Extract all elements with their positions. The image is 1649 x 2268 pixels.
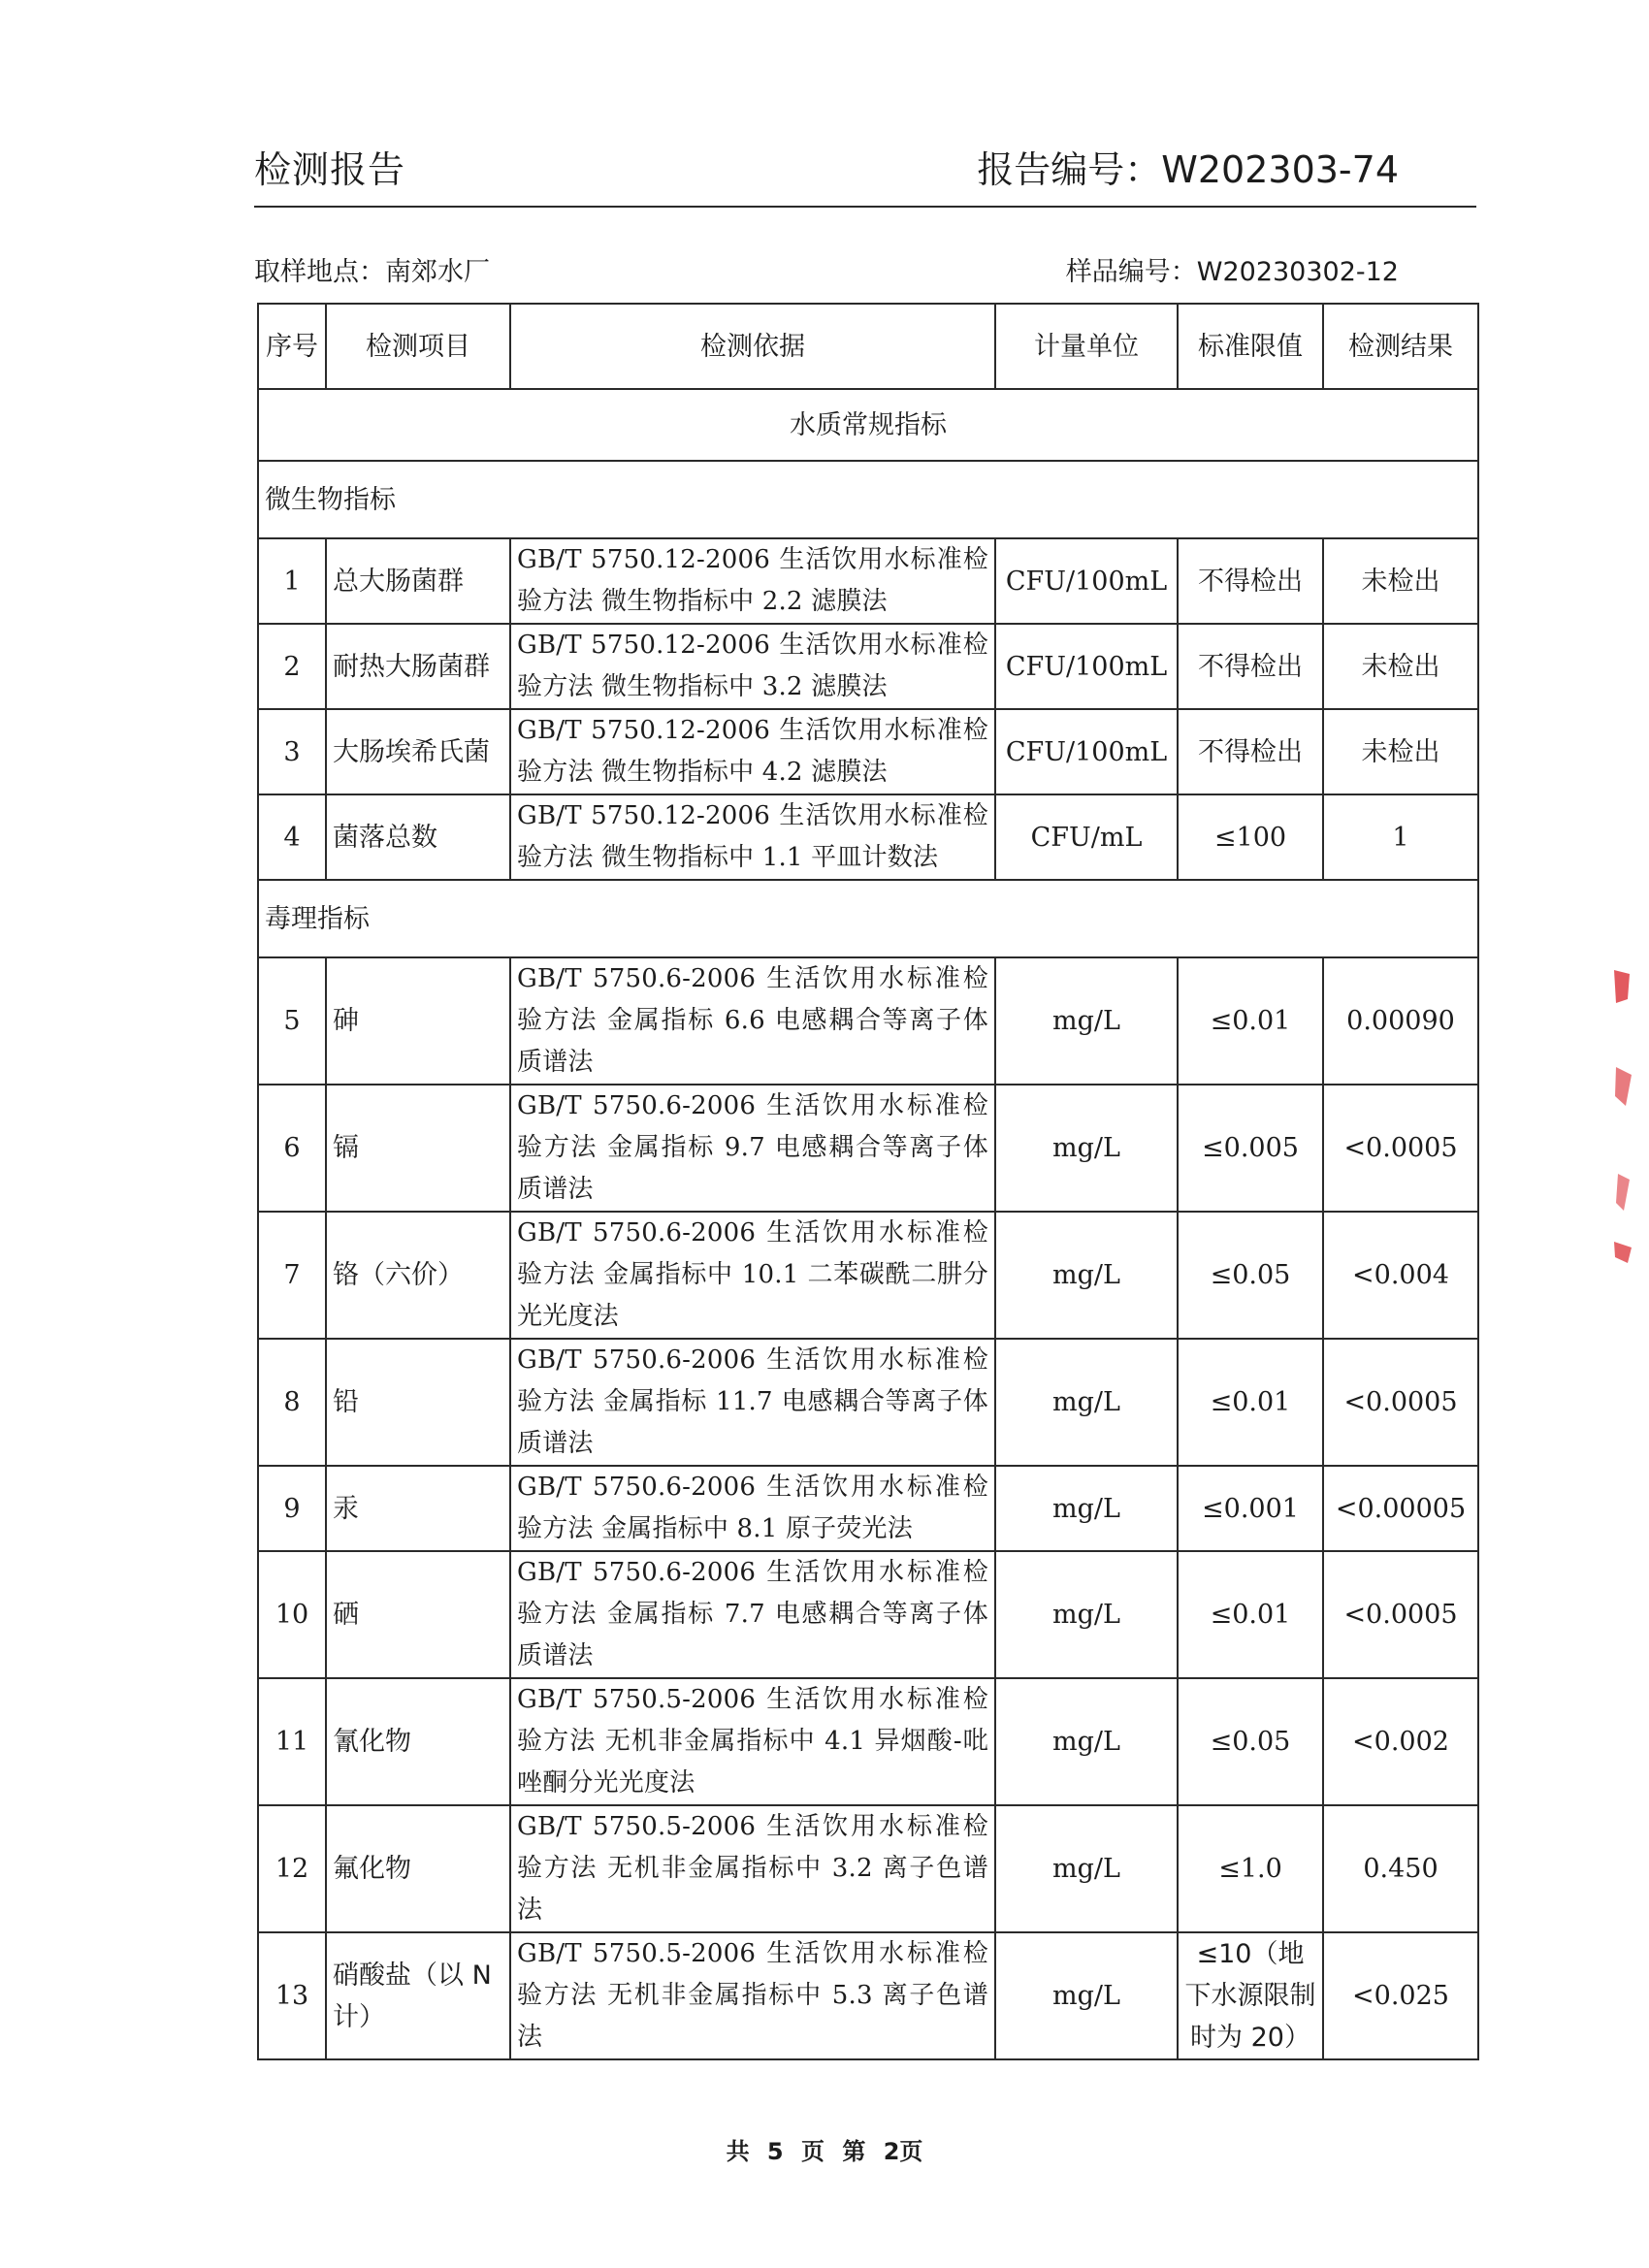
cell-method: GB/T 5750.6-2006 生活饮用水标准检验方法 金属指标 9.7 电感耦合等离子体质谱法 xyxy=(510,1085,995,1212)
cell-method: GB/T 5750.5-2006 生活饮用水标准检验方法 无机非金属指标中 4.1 异烟酸-吡唑酮分光光度法 xyxy=(510,1678,995,1805)
cell-result: 0.450 xyxy=(1323,1805,1478,1932)
cell-no: 6 xyxy=(258,1085,326,1212)
cell-method: GB/T 5750.6-2006 生活饮用水标准检验方法 金属指标 6.6 电感耦合等离子体质谱法 xyxy=(510,957,995,1085)
cell-unit: mg/L xyxy=(995,1085,1178,1212)
cell-unit: mg/L xyxy=(995,1932,1178,2059)
cell-item: 大肠埃希氏菌 xyxy=(326,709,510,794)
group-row xyxy=(258,880,1478,957)
cell-result: 1 xyxy=(1323,794,1478,880)
cell-result: <0.0005 xyxy=(1323,1551,1478,1678)
report-header xyxy=(254,136,1476,208)
seal-mark-top xyxy=(1614,970,1630,1003)
table-row xyxy=(258,1551,1478,1678)
table-row xyxy=(258,957,1478,1085)
cell-unit: mg/L xyxy=(995,1212,1178,1339)
seal-mark-mid xyxy=(1615,1067,1632,1106)
cell-unit: CFU/100mL xyxy=(995,709,1178,794)
column-header-method: 检测依据 xyxy=(510,304,995,389)
column-header-item: 检测项目 xyxy=(326,304,510,389)
cell-limit: ≤0.05 xyxy=(1178,1678,1323,1805)
cell-unit: mg/L xyxy=(995,1805,1178,1932)
cell-method: GB/T 5750.6-2006 生活饮用水标准检验方法 金属指标 11.7 电感耦合等离子体质谱法 xyxy=(510,1339,995,1466)
cell-limit: 不得检出 xyxy=(1178,709,1323,794)
cell-no: 11 xyxy=(258,1678,326,1805)
table-row xyxy=(258,1805,1478,1932)
cell-no: 9 xyxy=(258,1466,326,1551)
cell-no: 5 xyxy=(258,957,326,1085)
report-title: 检测报告 xyxy=(254,148,406,191)
cell-item: 耐热大肠菌群 xyxy=(326,624,510,709)
section-title: 水质常规指标 xyxy=(258,389,1478,461)
cell-unit: CFU/100mL xyxy=(995,538,1178,624)
cell-result: <0.00005 xyxy=(1323,1466,1478,1551)
table-row xyxy=(258,624,1478,709)
cell-unit: mg/L xyxy=(995,957,1178,1085)
cell-result: <0.002 xyxy=(1323,1678,1478,1805)
cell-unit: CFU/100mL xyxy=(995,624,1178,709)
table-row xyxy=(258,1339,1478,1466)
cell-method: GB/T 5750.6-2006 生活饮用水标准检验方法 金属指标中 10.1 二苯碳酰二肼分光光度法 xyxy=(510,1212,995,1339)
column-header-unit: 计量单位 xyxy=(995,304,1178,389)
column-header-no: 序号 xyxy=(258,304,326,389)
cell-method: GB/T 5750.5-2006 生活饮用水标准检验方法 无机非金属指标中 5.3 离子色谱法 xyxy=(510,1932,995,2059)
group-row xyxy=(258,461,1478,538)
cell-limit: ≤0.01 xyxy=(1178,1339,1323,1466)
table-row xyxy=(258,1466,1478,1551)
cell-no: 10 xyxy=(258,1551,326,1678)
cell-result: <0.004 xyxy=(1323,1212,1478,1339)
cell-no: 13 xyxy=(258,1932,326,2059)
cell-unit: mg/L xyxy=(995,1678,1178,1805)
column-header-limit: 标准限值 xyxy=(1178,304,1323,389)
cell-result: <0.0005 xyxy=(1323,1085,1478,1212)
cell-limit: ≤0.005 xyxy=(1178,1085,1323,1212)
column-header-result: 检测结果 xyxy=(1323,304,1478,389)
cell-method: GB/T 5750.6-2006 生活饮用水标准检验方法 金属指标 7.7 电感耦合等离子体质谱法 xyxy=(510,1551,995,1678)
table-row xyxy=(258,709,1478,794)
cell-item: 砷 xyxy=(326,957,510,1085)
cell-unit: mg/L xyxy=(995,1466,1178,1551)
cell-result: <0.025 xyxy=(1323,1932,1478,2059)
cell-limit: ≤0.001 xyxy=(1178,1466,1323,1551)
cell-method: GB/T 5750.12-2006 生活饮用水标准检验方法 微生物指标中 4.2 滤膜法 xyxy=(510,709,995,794)
cell-item: 菌落总数 xyxy=(326,794,510,880)
cell-item: 氟化物 xyxy=(326,1805,510,1932)
cell-method: GB/T 5750.6-2006 生活饮用水标准检验方法 金属指标中 8.1 原子荧光法 xyxy=(510,1466,995,1551)
cell-limit: ≤10（地下水源限制时为 20） xyxy=(1178,1932,1323,2059)
page-footer: 共 5 页 第 2页 xyxy=(726,2138,923,2165)
cell-result: 未检出 xyxy=(1323,538,1478,624)
cell-item: 硝酸盐（以 N 计） xyxy=(326,1932,510,2059)
cell-limit: 不得检出 xyxy=(1178,624,1323,709)
group-title-toxicology: 毒理指标 xyxy=(258,880,1478,957)
cell-limit: ≤0.01 xyxy=(1178,957,1323,1085)
cell-method: GB/T 5750.12-2006 生活饮用水标准检验方法 微生物指标中 1.1 平皿计数法 xyxy=(510,794,995,880)
cell-method: GB/T 5750.5-2006 生活饮用水标准检验方法 无机非金属指标中 3.2 离子色谱法 xyxy=(510,1805,995,1932)
sample-number: 样品编号：W20230302-12 xyxy=(1065,257,1399,287)
cell-item: 汞 xyxy=(326,1466,510,1551)
table-header-row xyxy=(258,304,1478,389)
cell-item: 铅 xyxy=(326,1339,510,1466)
red-seal-fragment xyxy=(1610,960,1633,1271)
table-row xyxy=(258,794,1478,880)
sample-meta xyxy=(254,250,1399,289)
table-row xyxy=(258,538,1478,624)
cell-limit: ≤0.01 xyxy=(1178,1551,1323,1678)
cell-method: GB/T 5750.12-2006 生活饮用水标准检验方法 微生物指标中 2.2 滤膜法 xyxy=(510,538,995,624)
report-number: 报告编号：W202303-74 xyxy=(977,148,1399,191)
cell-no: 7 xyxy=(258,1212,326,1339)
cell-no: 1 xyxy=(258,538,326,624)
cell-result: 未检出 xyxy=(1323,624,1478,709)
cell-item: 铬（六价） xyxy=(326,1212,510,1339)
cell-no: 2 xyxy=(258,624,326,709)
table-row xyxy=(258,1085,1478,1212)
cell-limit: ≤100 xyxy=(1178,794,1323,880)
cell-method: GB/T 5750.12-2006 生活饮用水标准检验方法 微生物指标中 3.2 滤膜法 xyxy=(510,624,995,709)
cell-result: 未检出 xyxy=(1323,709,1478,794)
cell-limit: ≤0.05 xyxy=(1178,1212,1323,1339)
cell-item: 总大肠菌群 xyxy=(326,538,510,624)
cell-item: 硒 xyxy=(326,1551,510,1678)
seal-mark-bottom xyxy=(1614,1242,1632,1263)
cell-unit: mg/L xyxy=(995,1339,1178,1466)
table-row xyxy=(258,1212,1478,1339)
cell-limit: 不得检出 xyxy=(1178,538,1323,624)
cell-no: 8 xyxy=(258,1339,326,1466)
cell-no: 4 xyxy=(258,794,326,880)
cell-item: 镉 xyxy=(326,1085,510,1212)
cell-item: 氰化物 xyxy=(326,1678,510,1805)
section-row xyxy=(258,389,1478,461)
cell-result: 0.00090 xyxy=(1323,957,1478,1085)
cell-result: <0.0005 xyxy=(1323,1339,1478,1466)
cell-limit: ≤1.0 xyxy=(1178,1805,1323,1932)
group-title-microbiology: 微生物指标 xyxy=(258,461,1478,538)
table-row xyxy=(258,1932,1478,2059)
table-row xyxy=(258,1678,1478,1805)
seal-mark-low xyxy=(1616,1174,1630,1211)
results-table xyxy=(257,303,1479,2060)
cell-unit: CFU/mL xyxy=(995,794,1178,880)
cell-unit: mg/L xyxy=(995,1551,1178,1678)
cell-no: 12 xyxy=(258,1805,326,1932)
cell-no: 3 xyxy=(258,709,326,794)
sampling-location: 取样地点：南郊水厂 xyxy=(254,257,490,287)
